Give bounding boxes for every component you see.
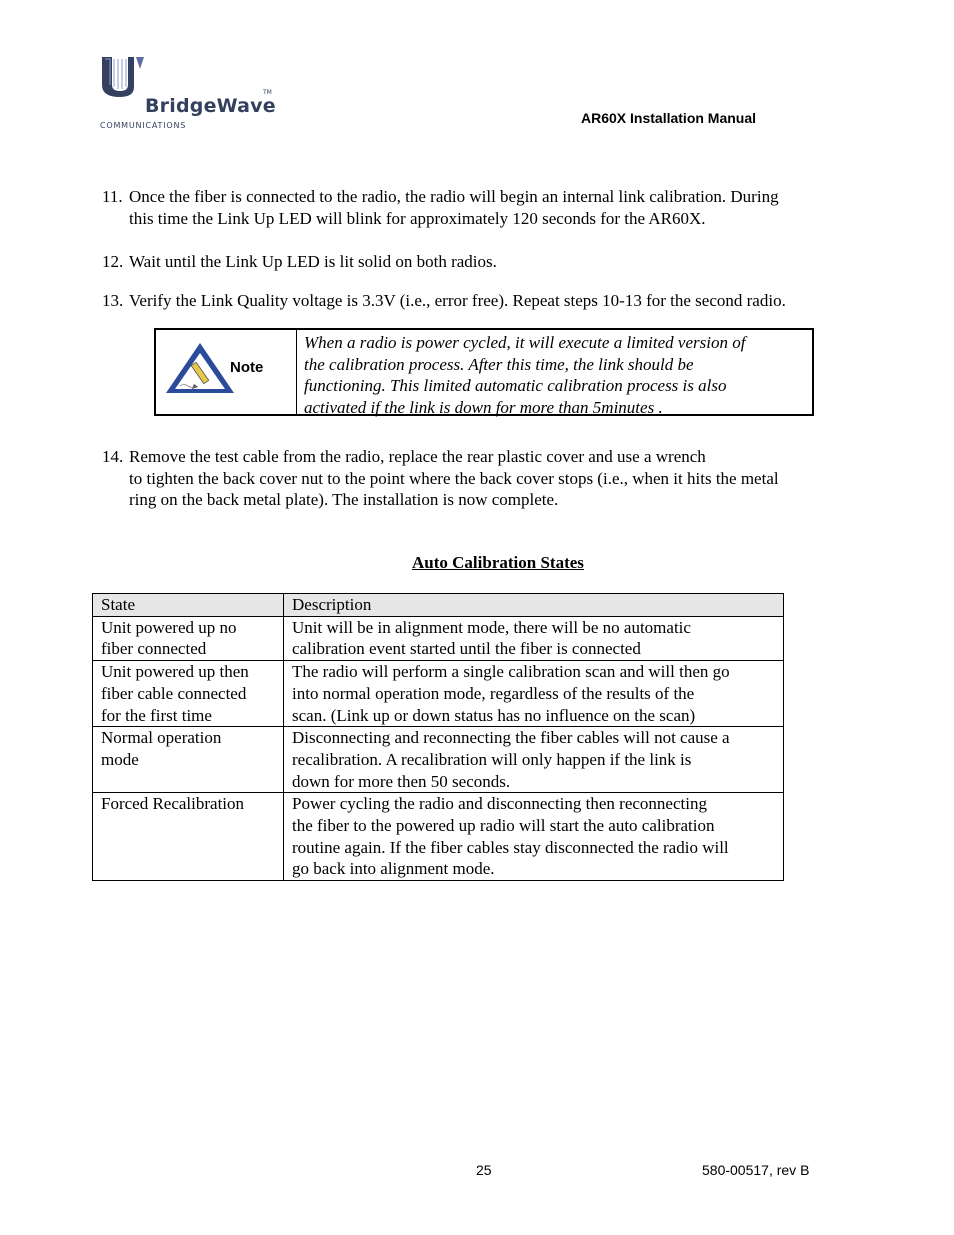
step-text-line: Verify the Link Quality voltage is 3.3V (i.e., error free). Repeat steps 10-13 for the second radio. bbox=[129, 291, 786, 310]
step-number: 11. bbox=[102, 187, 123, 206]
table-header-row bbox=[93, 594, 784, 617]
brand-logo bbox=[100, 55, 275, 135]
state-cell bbox=[93, 661, 284, 727]
step-text-line: ring on the back metal plate). The installation is now complete. bbox=[129, 490, 559, 509]
state-cell bbox=[93, 616, 284, 660]
cell-line: down for more then 50 seconds. bbox=[292, 771, 511, 791]
step-text-line: Remove the test cable from the radio, replace the rear plastic cover and use a wrench bbox=[129, 447, 706, 466]
table-row bbox=[93, 793, 784, 881]
calibration-states-table bbox=[92, 593, 784, 881]
table-row bbox=[93, 661, 784, 727]
note-line: functioning. This limited automatic calibration process is also bbox=[304, 376, 727, 395]
description-cell bbox=[284, 661, 784, 727]
cell-line: go back into alignment mode. bbox=[292, 859, 495, 879]
table-row bbox=[93, 616, 784, 660]
cell-line: scan. (Link up or down status has no influence on the scan) bbox=[292, 705, 696, 725]
document-revision: 580-00517, rev B bbox=[702, 1162, 810, 1178]
note-callout bbox=[154, 328, 814, 416]
cell-line: The radio will perform a single calibration scan and will then go bbox=[292, 662, 730, 682]
note-text bbox=[304, 332, 809, 418]
cell-line: into normal operation mode, regardless of the results of the bbox=[292, 683, 695, 703]
cell-line: Power cycling the radio and disconnecting then reconnecting bbox=[292, 794, 707, 814]
step-text-line: to tighten the back cover nut to the point where the back cover stops (i.e., when it hits the metal bbox=[129, 468, 779, 488]
note-label: Note bbox=[230, 359, 264, 376]
cell-line: fiber connected bbox=[101, 639, 207, 659]
step-text-line: this time the Link Up LED will blink for approximately 120 seconds for the AR60X. bbox=[129, 208, 706, 228]
cell-line: for the first time bbox=[101, 705, 212, 725]
state-cell bbox=[93, 727, 284, 793]
column-header-description: Description bbox=[284, 594, 784, 617]
step-number: 14. bbox=[102, 447, 124, 466]
step-number: 12. bbox=[102, 252, 124, 271]
cell-line: Unit powered up no bbox=[101, 617, 237, 637]
trademark-mark: TM bbox=[263, 89, 272, 96]
note-line: activated if the link is down for more than 5minutes . bbox=[304, 397, 663, 417]
cell-line: routine again. If the fiber cables stay disconnected the radio will bbox=[292, 837, 729, 857]
cell-line: recalibration. A recalibration will only happen if the link is bbox=[292, 749, 692, 769]
cell-line: Forced Recalibration bbox=[101, 794, 245, 814]
cell-line: fiber cable connected bbox=[101, 683, 247, 703]
description-cell bbox=[284, 616, 784, 660]
note-line: the calibration process. After this time, the link should be bbox=[304, 354, 694, 374]
manual-title: AR60X Installation Manual bbox=[581, 110, 757, 126]
note-icon-cell bbox=[156, 330, 297, 414]
description-cell bbox=[284, 727, 784, 793]
table-title: Auto Calibration States bbox=[412, 553, 584, 572]
brand-tagline: COMMUNICATIONS bbox=[100, 121, 187, 130]
column-header-state: State bbox=[93, 594, 284, 617]
note-line: When a radio is power cycled, it will execute a limited version of bbox=[304, 333, 746, 352]
step-number: 13. bbox=[102, 291, 124, 310]
step-text-line: Wait until the Link Up LED is lit solid on both radios. bbox=[129, 252, 497, 271]
cell-line: Normal operation bbox=[101, 728, 222, 748]
warning-pencil-icon bbox=[164, 340, 236, 396]
state-cell bbox=[93, 793, 284, 881]
cell-line: Unit will be in alignment mode, there will be no automatic bbox=[292, 617, 691, 637]
cell-line: calibration event started until the fiber is connected bbox=[292, 639, 641, 659]
cell-line: the fiber to the powered up radio will start the auto calibration bbox=[292, 816, 715, 836]
page-number: 25 bbox=[476, 1162, 492, 1178]
bridgewave-logo-icon bbox=[100, 55, 145, 99]
cell-line: Disconnecting and reconnecting the fiber cables will not cause a bbox=[292, 728, 730, 748]
description-cell bbox=[284, 793, 784, 881]
cell-line: mode bbox=[101, 749, 139, 769]
brand-name: BridgeWave bbox=[145, 95, 276, 117]
cell-line: Unit powered up then bbox=[101, 662, 249, 682]
step-text-line: Once the fiber is connected to the radio, the radio will begin an internal link calibration. During bbox=[129, 187, 779, 206]
table-row bbox=[93, 727, 784, 793]
